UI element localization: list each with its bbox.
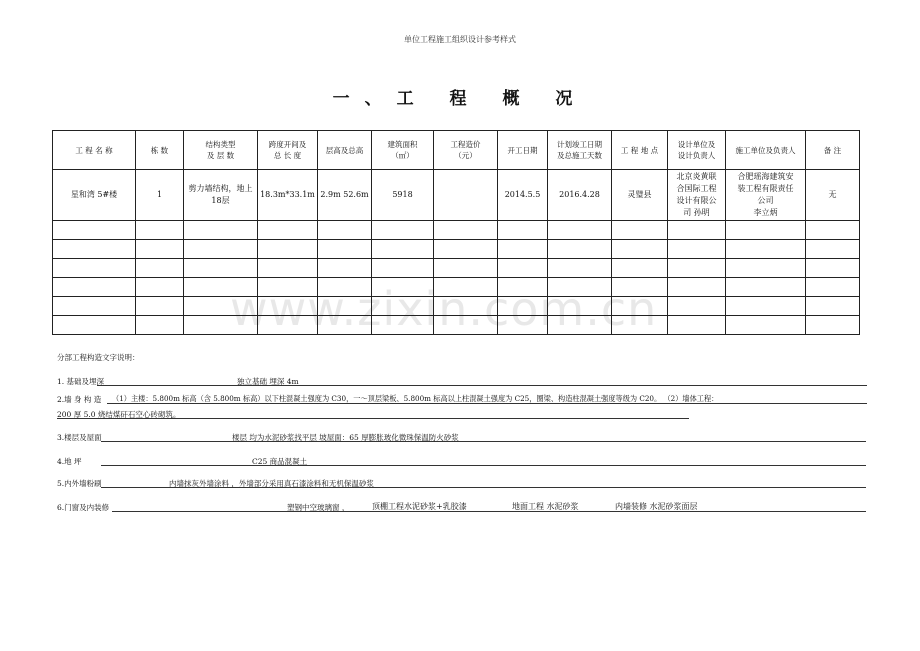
table-cell (612, 278, 668, 297)
table-cell (806, 297, 860, 316)
table-cell (498, 221, 548, 240)
table-cell (184, 316, 258, 335)
table-cell (548, 297, 612, 316)
column-header: 工 程 地 点 (612, 131, 668, 170)
table-cell (668, 221, 726, 240)
table-cell (612, 221, 668, 240)
table-cell (612, 297, 668, 316)
column-header: 工程造价 （元） (434, 131, 498, 170)
table-cell: 星和湾 5#楼 (53, 170, 136, 221)
table-cell (53, 259, 136, 278)
table-cell (372, 278, 434, 297)
table-cell (184, 278, 258, 297)
note-3-label: 3.楼层及屋面 (57, 433, 102, 442)
note-6-label: 6.门窗及内装修 (57, 503, 110, 512)
table-cell (434, 297, 498, 316)
column-header: 备 注 (806, 131, 860, 170)
table-cell (318, 240, 372, 259)
note-5-label: 5.内外墙粉刷 (57, 479, 102, 488)
table-cell (136, 221, 184, 240)
table-cell (318, 278, 372, 297)
note-3-text: 楼层 均为水泥砂浆找平层 坡屋面：65 厚膨胀玻化微珠保温防火砂浆 (232, 433, 459, 442)
note-6-interior-wall: 内墙装修 水泥砂浆面层 (615, 502, 698, 511)
table-cell: 灵璧县 (612, 170, 668, 221)
table-cell (548, 240, 612, 259)
table-cell (372, 221, 434, 240)
note-2-text-continued: 200 厚 5.0 烧结煤矸石空心砖砌筑。 (57, 410, 181, 419)
note-2-underline (107, 402, 867, 404)
table-cell (498, 259, 548, 278)
note-5-text: 内墙抹灰外墙涂料 ，外墙部分采用真石漆涂料和无机保温砂浆 (169, 479, 374, 488)
table-cell (668, 297, 726, 316)
note-2-text: （1）主楼：5.800m 标高（含 5.800m 标高）以下柱混凝土强度为 C30，一～顶层梁板、5.800m 标高以上柱混凝土强度为 C25，圈梁、构造柱混凝土强度等级为 C20。 （2）墙体工程： (112, 394, 719, 403)
table-cell (434, 240, 498, 259)
table-cell (548, 221, 612, 240)
table-cell (726, 278, 806, 297)
table-cell (53, 278, 136, 297)
table-cell (258, 278, 318, 297)
empty-table-row (53, 259, 860, 278)
table-cell: 2.9m 52.6m (318, 170, 372, 221)
table-header-row (53, 131, 860, 170)
table-cell: 合肥瑶海建筑安 装工程有限责任 公司 李立炳 (726, 170, 806, 221)
table-cell (434, 316, 498, 335)
table-cell (726, 259, 806, 278)
note-5-underline (101, 486, 866, 488)
table-cell (726, 297, 806, 316)
note-2-underline-2 (57, 417, 689, 419)
table-cell: 1 (136, 170, 184, 221)
table-cell (136, 297, 184, 316)
table-cell (498, 316, 548, 335)
table-cell (806, 259, 860, 278)
column-header: 建筑面积 （㎡） (372, 131, 434, 170)
note-6-windows: 塑钢中空玻璃窗 ， (287, 503, 350, 512)
column-header: 施工单位及负责人 (726, 131, 806, 170)
table-cell (136, 316, 184, 335)
table-cell: 5918 (372, 170, 434, 221)
note-6-floor: 地面工程 水泥砂浆 (512, 502, 579, 511)
table-cell (612, 259, 668, 278)
table-cell (258, 316, 318, 335)
column-header: 结构类型 及 层 数 (184, 131, 258, 170)
table-cell (53, 297, 136, 316)
table-cell (806, 240, 860, 259)
table-cell (258, 240, 318, 259)
table-cell (258, 297, 318, 316)
column-header: 开工日期 (498, 131, 548, 170)
table-cell (318, 221, 372, 240)
document-header: 单位工程施工组织设计参考样式 (404, 35, 516, 44)
table-cell (726, 240, 806, 259)
table-cell (372, 259, 434, 278)
table-cell (548, 278, 612, 297)
table-cell (498, 297, 548, 316)
page-title: 一、工 程 概 况 (332, 89, 588, 109)
table-cell (184, 259, 258, 278)
table-cell: 2016.4.28 (548, 170, 612, 221)
table-cell (548, 316, 612, 335)
column-header: 栋 数 (136, 131, 184, 170)
table-cell (136, 278, 184, 297)
table-cell (434, 259, 498, 278)
table-cell (612, 316, 668, 335)
table-cell (668, 259, 726, 278)
column-header: 工 程 名 称 (53, 131, 136, 170)
table-cell (668, 278, 726, 297)
table-cell (184, 297, 258, 316)
note-1-underline (97, 384, 867, 386)
table-cell (53, 316, 136, 335)
note-4-text: C25 商品混凝土 (252, 457, 308, 466)
note-4-label: 4.地 坪 (57, 457, 82, 466)
empty-table-row (53, 221, 860, 240)
table-cell (498, 278, 548, 297)
table-cell (806, 221, 860, 240)
note-1-label: 1. 基础及埋深 (57, 377, 105, 386)
project-overview-table (52, 130, 860, 335)
table-cell (258, 221, 318, 240)
table-cell (136, 259, 184, 278)
note-6-underline (112, 510, 866, 512)
table-cell (498, 240, 548, 259)
note-1-text: 独立基础 埋深 4m (237, 377, 299, 386)
table-cell: 剪力墙结构，地上 18层 (184, 170, 258, 221)
table-cell (434, 278, 498, 297)
empty-table-row (53, 316, 860, 335)
empty-table-row (53, 278, 860, 297)
column-header: 设计单位及 设计负责人 (668, 131, 726, 170)
table-cell (258, 259, 318, 278)
table-cell (726, 316, 806, 335)
table-cell (318, 297, 372, 316)
watermark: www.zixin.com.cn (230, 282, 658, 336)
table-cell (53, 240, 136, 259)
table-cell (53, 221, 136, 240)
table-cell: 北京炎黄联 合国际工程 设计有限公 司 孙明 (668, 170, 726, 221)
table-cell (372, 297, 434, 316)
column-header: 计划竣工日期 及总施工天数 (548, 131, 612, 170)
table-row (53, 170, 860, 221)
table-cell (806, 316, 860, 335)
column-header: 跨度开间及 总 长 度 (258, 131, 318, 170)
table-cell (806, 278, 860, 297)
table-cell (434, 221, 498, 240)
table-cell (184, 221, 258, 240)
table-cell (726, 221, 806, 240)
empty-table-row (53, 240, 860, 259)
table-cell (318, 316, 372, 335)
table-cell (372, 240, 434, 259)
table-cell: 无 (806, 170, 860, 221)
table-cell (184, 240, 258, 259)
table-cell (668, 240, 726, 259)
table-cell: 2014.5.5 (498, 170, 548, 221)
table-cell (668, 316, 726, 335)
notes-heading: 分部工程构造文字说明： (57, 353, 140, 362)
table-cell (372, 316, 434, 335)
table-cell (318, 259, 372, 278)
empty-table-row (53, 297, 860, 316)
note-6-ceiling: 顶棚工程水泥砂浆+乳胶漆 (372, 502, 467, 511)
note-4-underline (101, 464, 866, 466)
column-header: 层高及总高 (318, 131, 372, 170)
note-3-underline (101, 440, 866, 442)
table-cell (548, 259, 612, 278)
table-cell (612, 240, 668, 259)
table-cell (136, 240, 184, 259)
table-cell (434, 170, 498, 221)
table-cell: 18.3m*33.1m (258, 170, 318, 221)
note-2-label: 2.墙 身 构 造 (57, 395, 102, 404)
